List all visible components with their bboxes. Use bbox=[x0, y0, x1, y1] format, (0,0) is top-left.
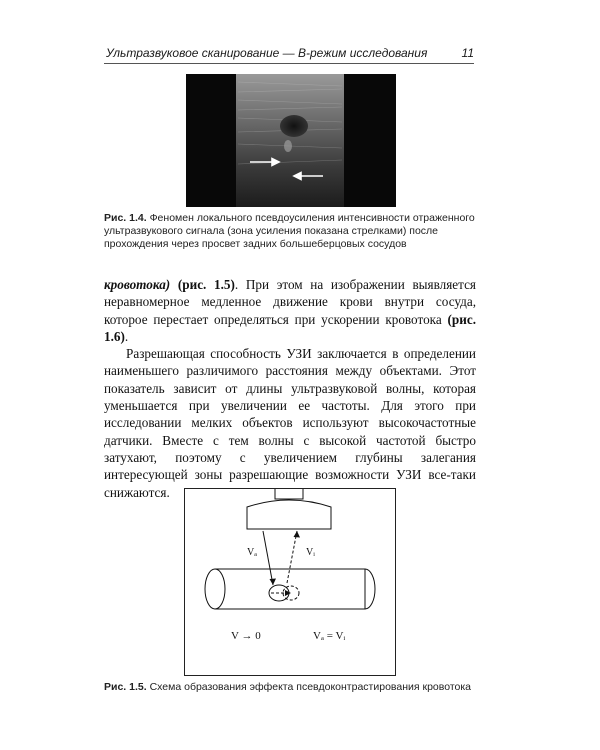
ultrasound-scan bbox=[186, 74, 396, 207]
paragraph-1-end: . bbox=[124, 328, 129, 344]
vessel-right-end bbox=[365, 569, 375, 609]
probe-stem bbox=[275, 489, 303, 499]
figure-1-5-caption bbox=[104, 681, 494, 693]
running-title: Ультразвуковое сканирование — В-режим исследования bbox=[106, 46, 428, 60]
ref-fig-1-6: (рис. 1.6) bbox=[104, 311, 477, 344]
ultrasound-probe bbox=[247, 500, 331, 529]
scan-sector bbox=[236, 74, 344, 207]
paragraph-1 bbox=[104, 276, 476, 345]
pseudocontrast-scheme bbox=[185, 489, 395, 675]
figure-1-5-text: Схема образования эффекта псевдоконтрастирования кровотока bbox=[149, 681, 472, 693]
arrow-down-icon bbox=[270, 579, 277, 586]
header-rule bbox=[104, 63, 474, 64]
figure-1-4-caption bbox=[104, 212, 476, 251]
figure-1-4-text: Феномен локального псевдоусиления интенсивности отраженного ультразвукового сигнала (зона усиления показана стрелками) после прохождения через просвет задних большеберцовых сосудов bbox=[104, 212, 475, 250]
label-v-incident: Vₐ bbox=[247, 547, 257, 558]
ultrasound-image bbox=[186, 74, 396, 207]
label-v-reflected: Vᵢ bbox=[306, 547, 315, 558]
arrow-up-icon bbox=[294, 531, 301, 538]
label-v-zero: V → 0 bbox=[231, 630, 261, 642]
vessel-lumen bbox=[280, 115, 308, 137]
arrow-flow-icon bbox=[285, 590, 291, 596]
running-header bbox=[104, 44, 476, 64]
body-text bbox=[104, 276, 476, 501]
figure-1-5-diagram bbox=[184, 488, 396, 676]
page-number: 11 bbox=[461, 46, 474, 60]
vessel-body bbox=[215, 569, 365, 609]
paragraph-1-text: . При этом на изображении выявляется неравномерное медленное движение крови внутри сосуда, которое перестает определяться при ускорении кровотока bbox=[104, 277, 476, 327]
figure-1-5-label: Рис. 1.5. bbox=[104, 681, 147, 693]
beam-reflected bbox=[287, 531, 297, 583]
paragraph-2: Разрешающая способность УЗИ заключается в определении наименьшего различимого расстояния между объектами. Этот показатель зависит от длины ультразвуковой волны, которая уменьшается при увеличении ее частоты. Для этого при исследовании мелких объектов используют высокочастотные датчики. Вместе с тем волны с высокой частотой быстро затухают, поэтому с увеличением глубины залегания интересующей зоны разрешающие возможности УЗИ все-таки снижаются. bbox=[104, 346, 476, 500]
term-blood-flow: кровотока) bbox=[104, 277, 171, 292]
vessel-left-end bbox=[205, 569, 225, 609]
ref-fig-1-5: (рис. 1.5) bbox=[177, 277, 235, 292]
beam-incident bbox=[263, 531, 273, 585]
enhancement-zone bbox=[284, 140, 292, 152]
figure-1-4-label: Рис. 1.4. bbox=[104, 212, 147, 224]
label-v-equal: Vₐ = Vᵢ bbox=[313, 630, 346, 642]
